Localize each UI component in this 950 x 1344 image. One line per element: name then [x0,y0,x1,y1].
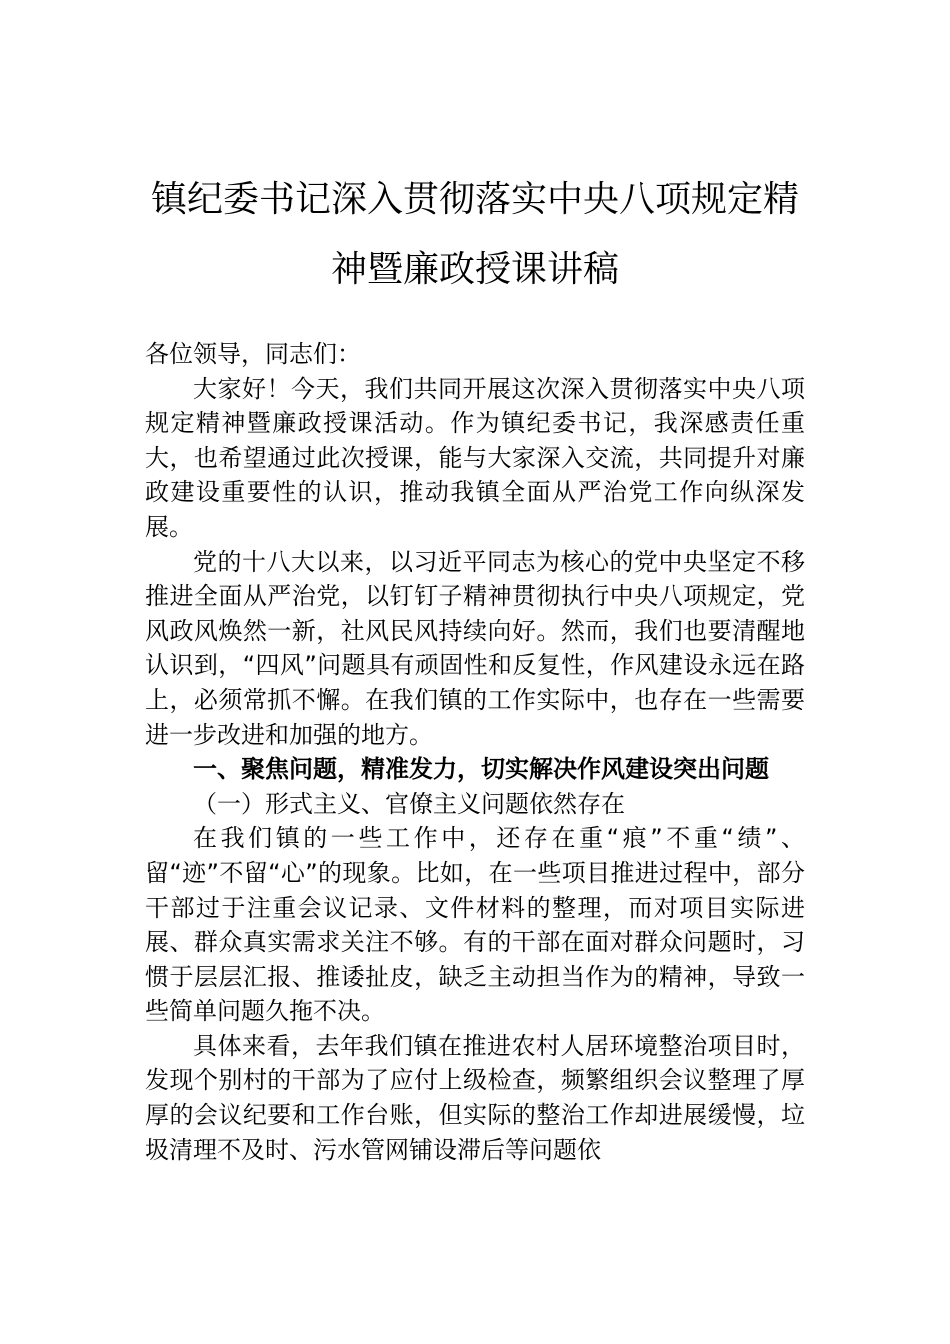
subsection-heading-1: （一）形式主义、官僚主义问题依然存在 [193,789,625,818]
section-heading-1: 一、聚焦问题，精准发力，切实解决作风建设突出问题 [193,755,769,784]
document-title-line-2: 神暨廉政授课讲稿 [330,249,619,290]
salutation: 各位领导，同志们： [145,340,361,368]
document-body [145,337,805,1167]
paragraph-background: 党的十八大以来，以习近平同志为核心的党中央坚定不移推进全面从严治党，以钉钉子精神贯彻执行中央八项规定，党风政风焕然一新，社风民风持续向好。然而，我们也要清醒地认识到，“四风”问题具有顽固性和反复性，作风建设永远在路上，必须常抓不懈。在我们镇的工作实际中，也存在一些需要进一步改进和加强的地方。 [145,547,805,749]
paragraph-formalism: 在我们镇的一些工作中，还存在重“痕”不重“绩”、留“迹”不留“心”的现象。比如，在一些项目推进过程中，部分干部过于注重会议记录、文件材料的整理，而对项目实际进展、群众真实需求关注不够。有的干部在面对群众问题时，习惯于层层汇报、推诿扯皮，缺乏主动担当作为的精神，导致一些简单问题久拖不决。 [145,824,805,1026]
paragraph-opening: 大家好！今天，我们共同开展这次深入贯彻落实中央八项规定精神暨廉政授课活动。作为镇纪委书记，我深感责任重大，也希望通过此次授课，能与大家深入交流，共同提升对廉政建设重要性的认识，推动我镇全面从严治党工作向纵深发展。 [145,374,805,541]
document-title-line-1: 镇纪委书记深入贯彻落实中央八项规定精 [150,179,799,220]
paragraph-example: 具体来看，去年我们镇在推进农村人居环境整治项目时，发现个别村的干部为了应付上级检查，频繁组织会议整理了厚厚的会议纪要和工作台账，但实际的整治工作却进展缓慢，垃圾清理不及时、污水管网铺设滞后等问题依 [145,1031,805,1164]
